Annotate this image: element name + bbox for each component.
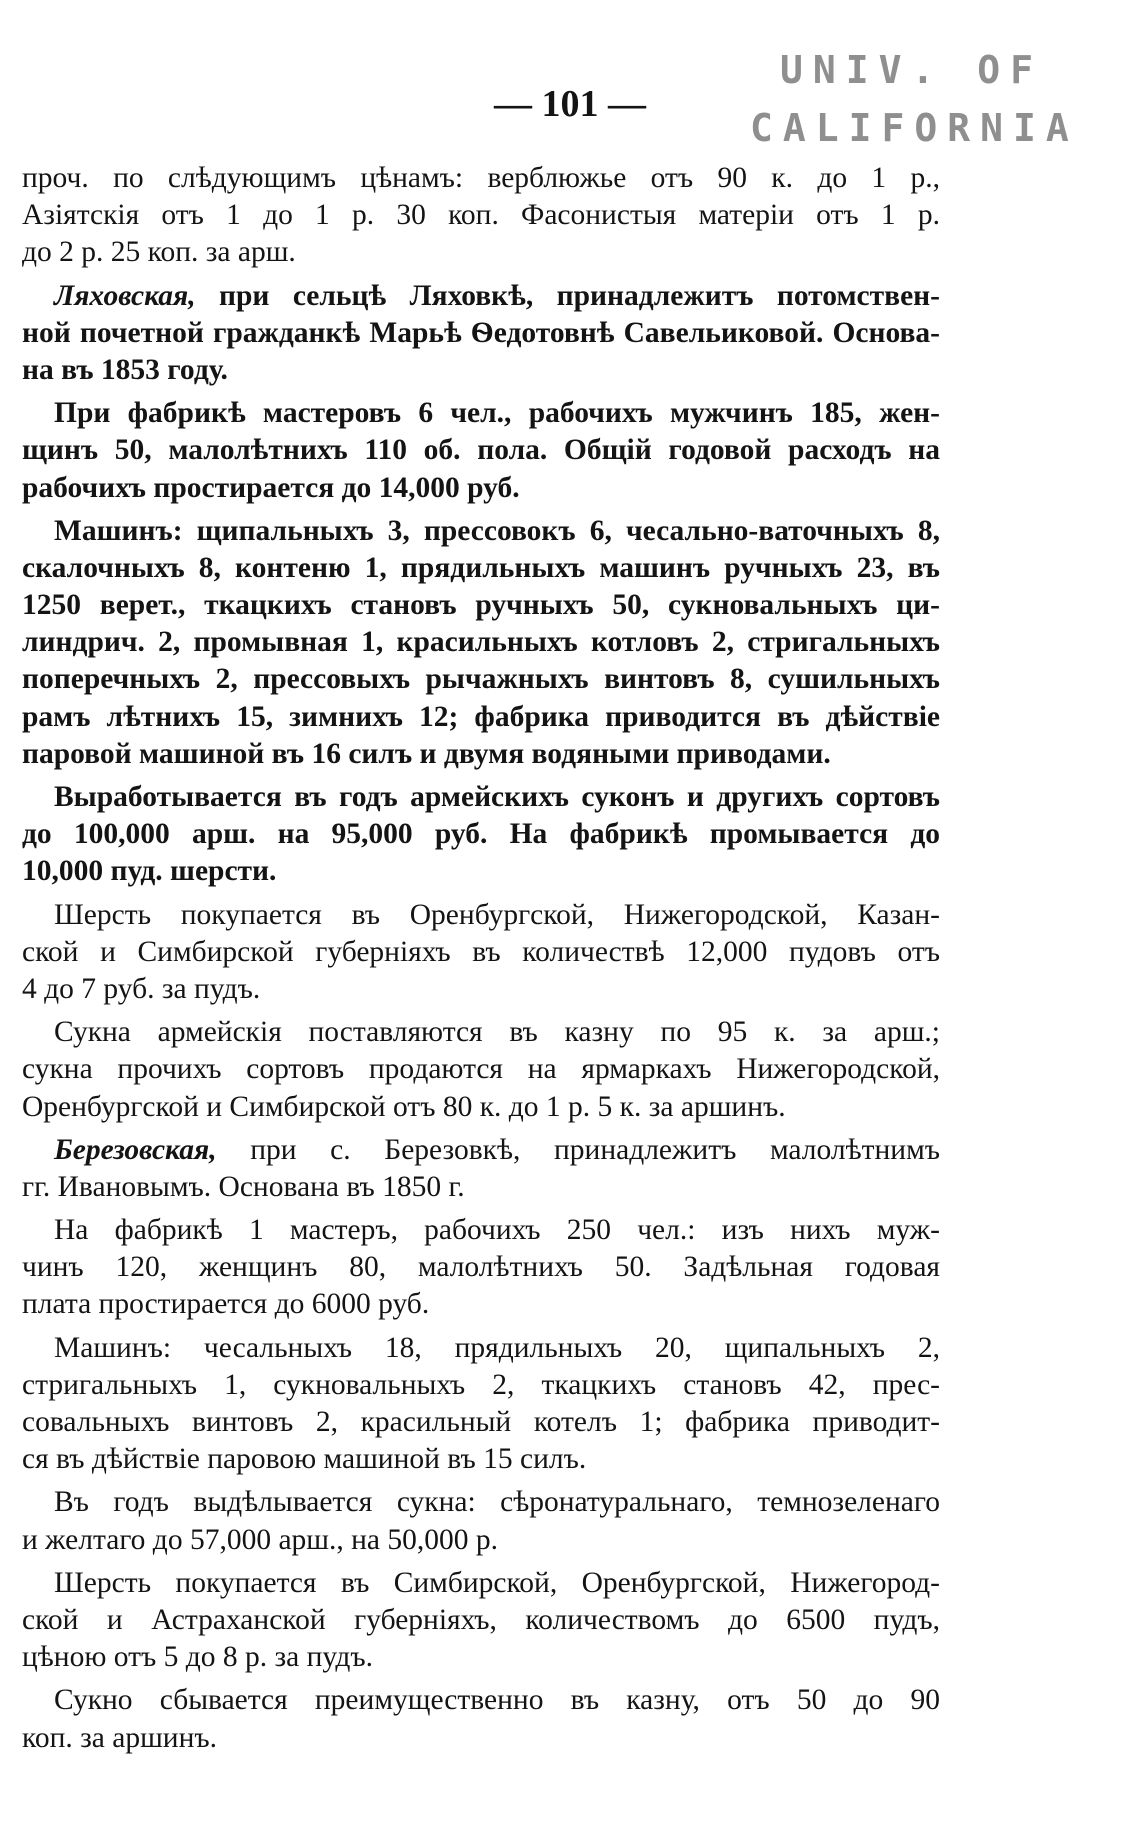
paragraph bbox=[22, 160, 940, 272]
text-line: паровой машиной въ 16 силъ и двумя водяными приводами. bbox=[22, 737, 831, 770]
text-line: сукна прочихъ сортовъ продаются на ярмаркахъ Нижегородской, bbox=[22, 1053, 940, 1086]
page-number: — 101 — bbox=[494, 83, 646, 125]
text-line: 1250 верет., ткацкихъ становъ ручныхъ 50, сукновальныхъ ци- bbox=[22, 589, 940, 622]
text-line: рабочихъ простирается до 14,000 руб. bbox=[22, 471, 520, 504]
text-line: Сукно сбывается преимущественно въ казну, отъ 50 до 90 bbox=[54, 1684, 940, 1717]
paragraph bbox=[22, 1484, 940, 1558]
text-line: рамъ лѣтнихъ 15, зимнихъ 12; фабрика приводится въ дѣйствіе bbox=[22, 700, 940, 733]
paragraph bbox=[22, 278, 940, 390]
text-line bbox=[22, 1132, 940, 1169]
paragraph bbox=[22, 1682, 940, 1756]
paragraph bbox=[22, 395, 940, 507]
text-line: Машинъ: щипальныхъ 3, прессовокъ 6, чесально-ваточныхъ 8, bbox=[54, 514, 940, 547]
text-line: Шерсть покупается въ Оренбургской, Нижегородской, Казан- bbox=[54, 898, 940, 931]
text-line: скалочныхъ 8, контеню 1, прядильныхъ машинъ ручныхъ 23, въ bbox=[22, 551, 940, 584]
stamp-line-1: UNIV. OF bbox=[780, 48, 1044, 92]
paragraph bbox=[22, 513, 940, 773]
paragraph bbox=[22, 1212, 940, 1324]
text-line: ной почетной гражданкѣ Марьѣ Ѳедотовнѣ Савельиковой. Основа- bbox=[22, 316, 940, 349]
text-line bbox=[22, 278, 940, 315]
text-line: 10,000 пуд. шерсти. bbox=[22, 855, 277, 888]
text-line: щинъ 50, малолѣтнихъ 110 об. пола. Общій годовой расходъ на bbox=[22, 434, 940, 467]
text-line: чинъ 120, женщинъ 80, малолѣтнихъ 50. Задѣльная годовая bbox=[22, 1251, 940, 1284]
text-line: ской и Астраханской губерніяхъ, количествомъ до 6500 пудъ, bbox=[22, 1603, 940, 1636]
paragraph bbox=[22, 779, 940, 891]
text-line: совальныхъ винтовъ 2, красильный котелъ 1; фабрика приводит- bbox=[22, 1406, 940, 1438]
factory-name: Березовская, bbox=[54, 1133, 217, 1166]
paragraph bbox=[22, 1132, 940, 1206]
paragraph bbox=[22, 1330, 940, 1479]
text-line: ской и Симбирской губерніяхъ въ количествѣ 12,000 пудовъ отъ bbox=[22, 935, 940, 968]
text-line: Шерсть покупается въ Симбирской, Оренбургской, Нижегород- bbox=[54, 1566, 940, 1599]
text-line: гг. Ивановымъ. Основана въ 1850 г. bbox=[22, 1170, 465, 1203]
paragraph bbox=[22, 1014, 940, 1126]
text-line: поперечныхъ 2, прессовыхъ рычажныхъ винтовъ 8, сушильныхъ bbox=[22, 663, 940, 696]
text-line: ся въ дѣйствіе паровою машиной въ 15 силъ. bbox=[22, 1443, 587, 1476]
text-line: 4 до 7 руб. за пудъ. bbox=[22, 972, 261, 1005]
text-fragment: при сельцѣ Ляховкѣ, принадлежитъ потомствен- bbox=[195, 279, 940, 312]
paragraph bbox=[22, 897, 940, 1009]
text-line: проч. по слѣдующимъ цѣнамъ: верблюжье отъ 90 к. до 1 р., bbox=[22, 162, 940, 194]
text-line: до 2 р. 25 коп. за арш. bbox=[22, 236, 296, 269]
page-body bbox=[22, 160, 940, 1757]
text-fragment: при с. Березовкѣ, принадлежитъ малолѣтнимъ bbox=[216, 1133, 940, 1166]
factory-name: Ляховская, bbox=[54, 279, 196, 312]
stamp-line-2: CALIFORNIA bbox=[750, 106, 1079, 150]
text-line: Сукна армейскія поставляются въ казну по 95 к. за арш.; bbox=[54, 1016, 940, 1049]
text-line: Азіятскія отъ 1 до 1 р. 30 коп. Фасонистыя матеріи отъ 1 р. bbox=[22, 199, 940, 232]
text-line: Машинъ: чесальныхъ 18, прядильныхъ 20, щипальныхъ 2, bbox=[54, 1331, 940, 1364]
text-line: Оренбургской и Симбирской отъ 80 к. до 1 р. 5 к. за аршинъ. bbox=[22, 1090, 786, 1123]
text-line: Выработывается въ годъ армейскихъ суконъ и другихъ сортовъ bbox=[54, 781, 940, 813]
text-line: плата простирается до 6000 руб. bbox=[22, 1288, 430, 1321]
text-line: Въ годъ выдѣлывается сукна: сѣронатуральнаго, темнозеленаго bbox=[54, 1486, 940, 1519]
text-line: на въ 1853 году. bbox=[22, 353, 228, 386]
text-line: коп. за аршинъ. bbox=[22, 1721, 218, 1754]
text-line: цѣною отъ 5 до 8 р. за пудъ. bbox=[22, 1641, 373, 1674]
text-line: линдрич. 2, промывная 1, красильныхъ котловъ 2, стригальныхъ bbox=[22, 626, 940, 659]
text-line: и желтаго до 57,000 арш., на 50,000 р. bbox=[22, 1523, 499, 1556]
text-line: стригальныхъ 1, сукновальныхъ 2, ткацкихъ становъ 42, прес- bbox=[22, 1368, 940, 1401]
text-line: При фабрикѣ мастеровъ 6 чел., рабочихъ мужчинъ 185, жен- bbox=[54, 397, 940, 430]
text-line: до 100,000 арш. на 95,000 руб. На фабрикѣ промывается до bbox=[22, 818, 940, 851]
text-line: На фабрикѣ 1 мастеръ, рабочихъ 250 чел.: изъ нихъ муж- bbox=[54, 1214, 940, 1247]
paragraph bbox=[22, 1565, 940, 1677]
